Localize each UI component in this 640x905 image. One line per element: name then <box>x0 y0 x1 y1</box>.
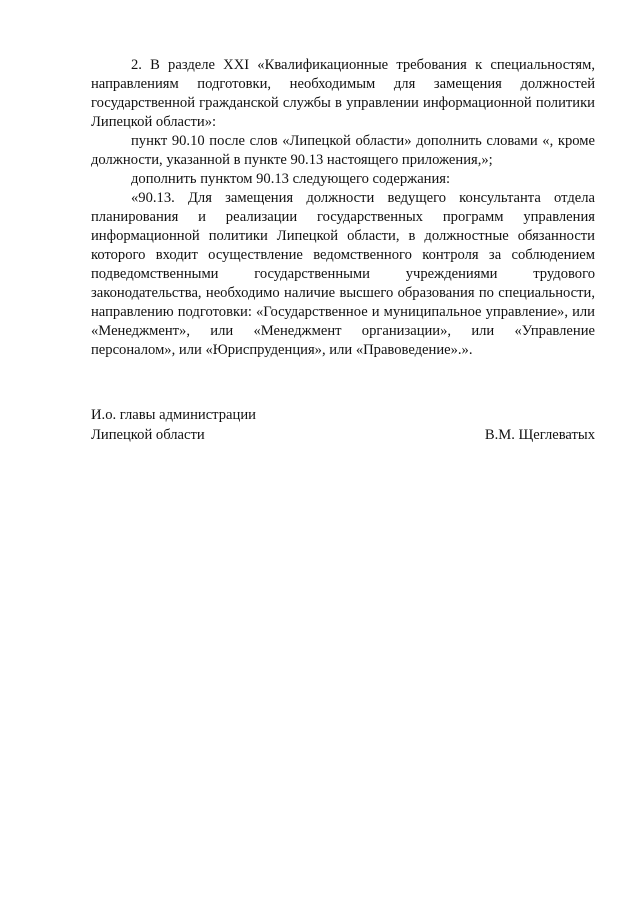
paragraph-point-90-10: пункт 90.10 после слов «Липецкой области» дополнить словами «, кроме должности, указанной в пункте 90.13 настоящего приложения,»; <box>91 133 595 168</box>
signature-block <box>91 405 595 445</box>
signature-line <box>91 425 595 445</box>
document-body <box>91 56 595 360</box>
signatory-title-line1: И.о. главы администрации <box>91 407 256 423</box>
signatory-name: В.М. Щеглеватых <box>484 427 595 443</box>
signatory-title-line2: Липецкой области <box>91 427 205 443</box>
paragraph-add-point: дополнить пунктом 90.13 следующего содержания: <box>131 171 451 187</box>
paragraph-section-xxi: 2. В разделе XXI «Квалификационные требования к специальностям, направлениям подготовки, необходимым для замещения должностей государственной гражданской службы в управлении информационной политики Липецкой области»: <box>91 57 595 130</box>
paragraph-point-90-13: «90.13. Для замещения должности ведущего консультанта отдела планирования и реализации государственных программ управления информационной политики Липецкой области, в должностные обязанности которого входит осуществление ведомственного контроля за соблюдением подведомственными государственными учреждениями трудового законодательства, необходимо наличие высшего образования по специальности, направлению подготовки: «Государственное и муниципальное управление», или «Менеджмент», или «Менеджмент организации», или «Управление персоналом», или «Юриспруденция», или «Правоведение».». <box>91 190 595 358</box>
